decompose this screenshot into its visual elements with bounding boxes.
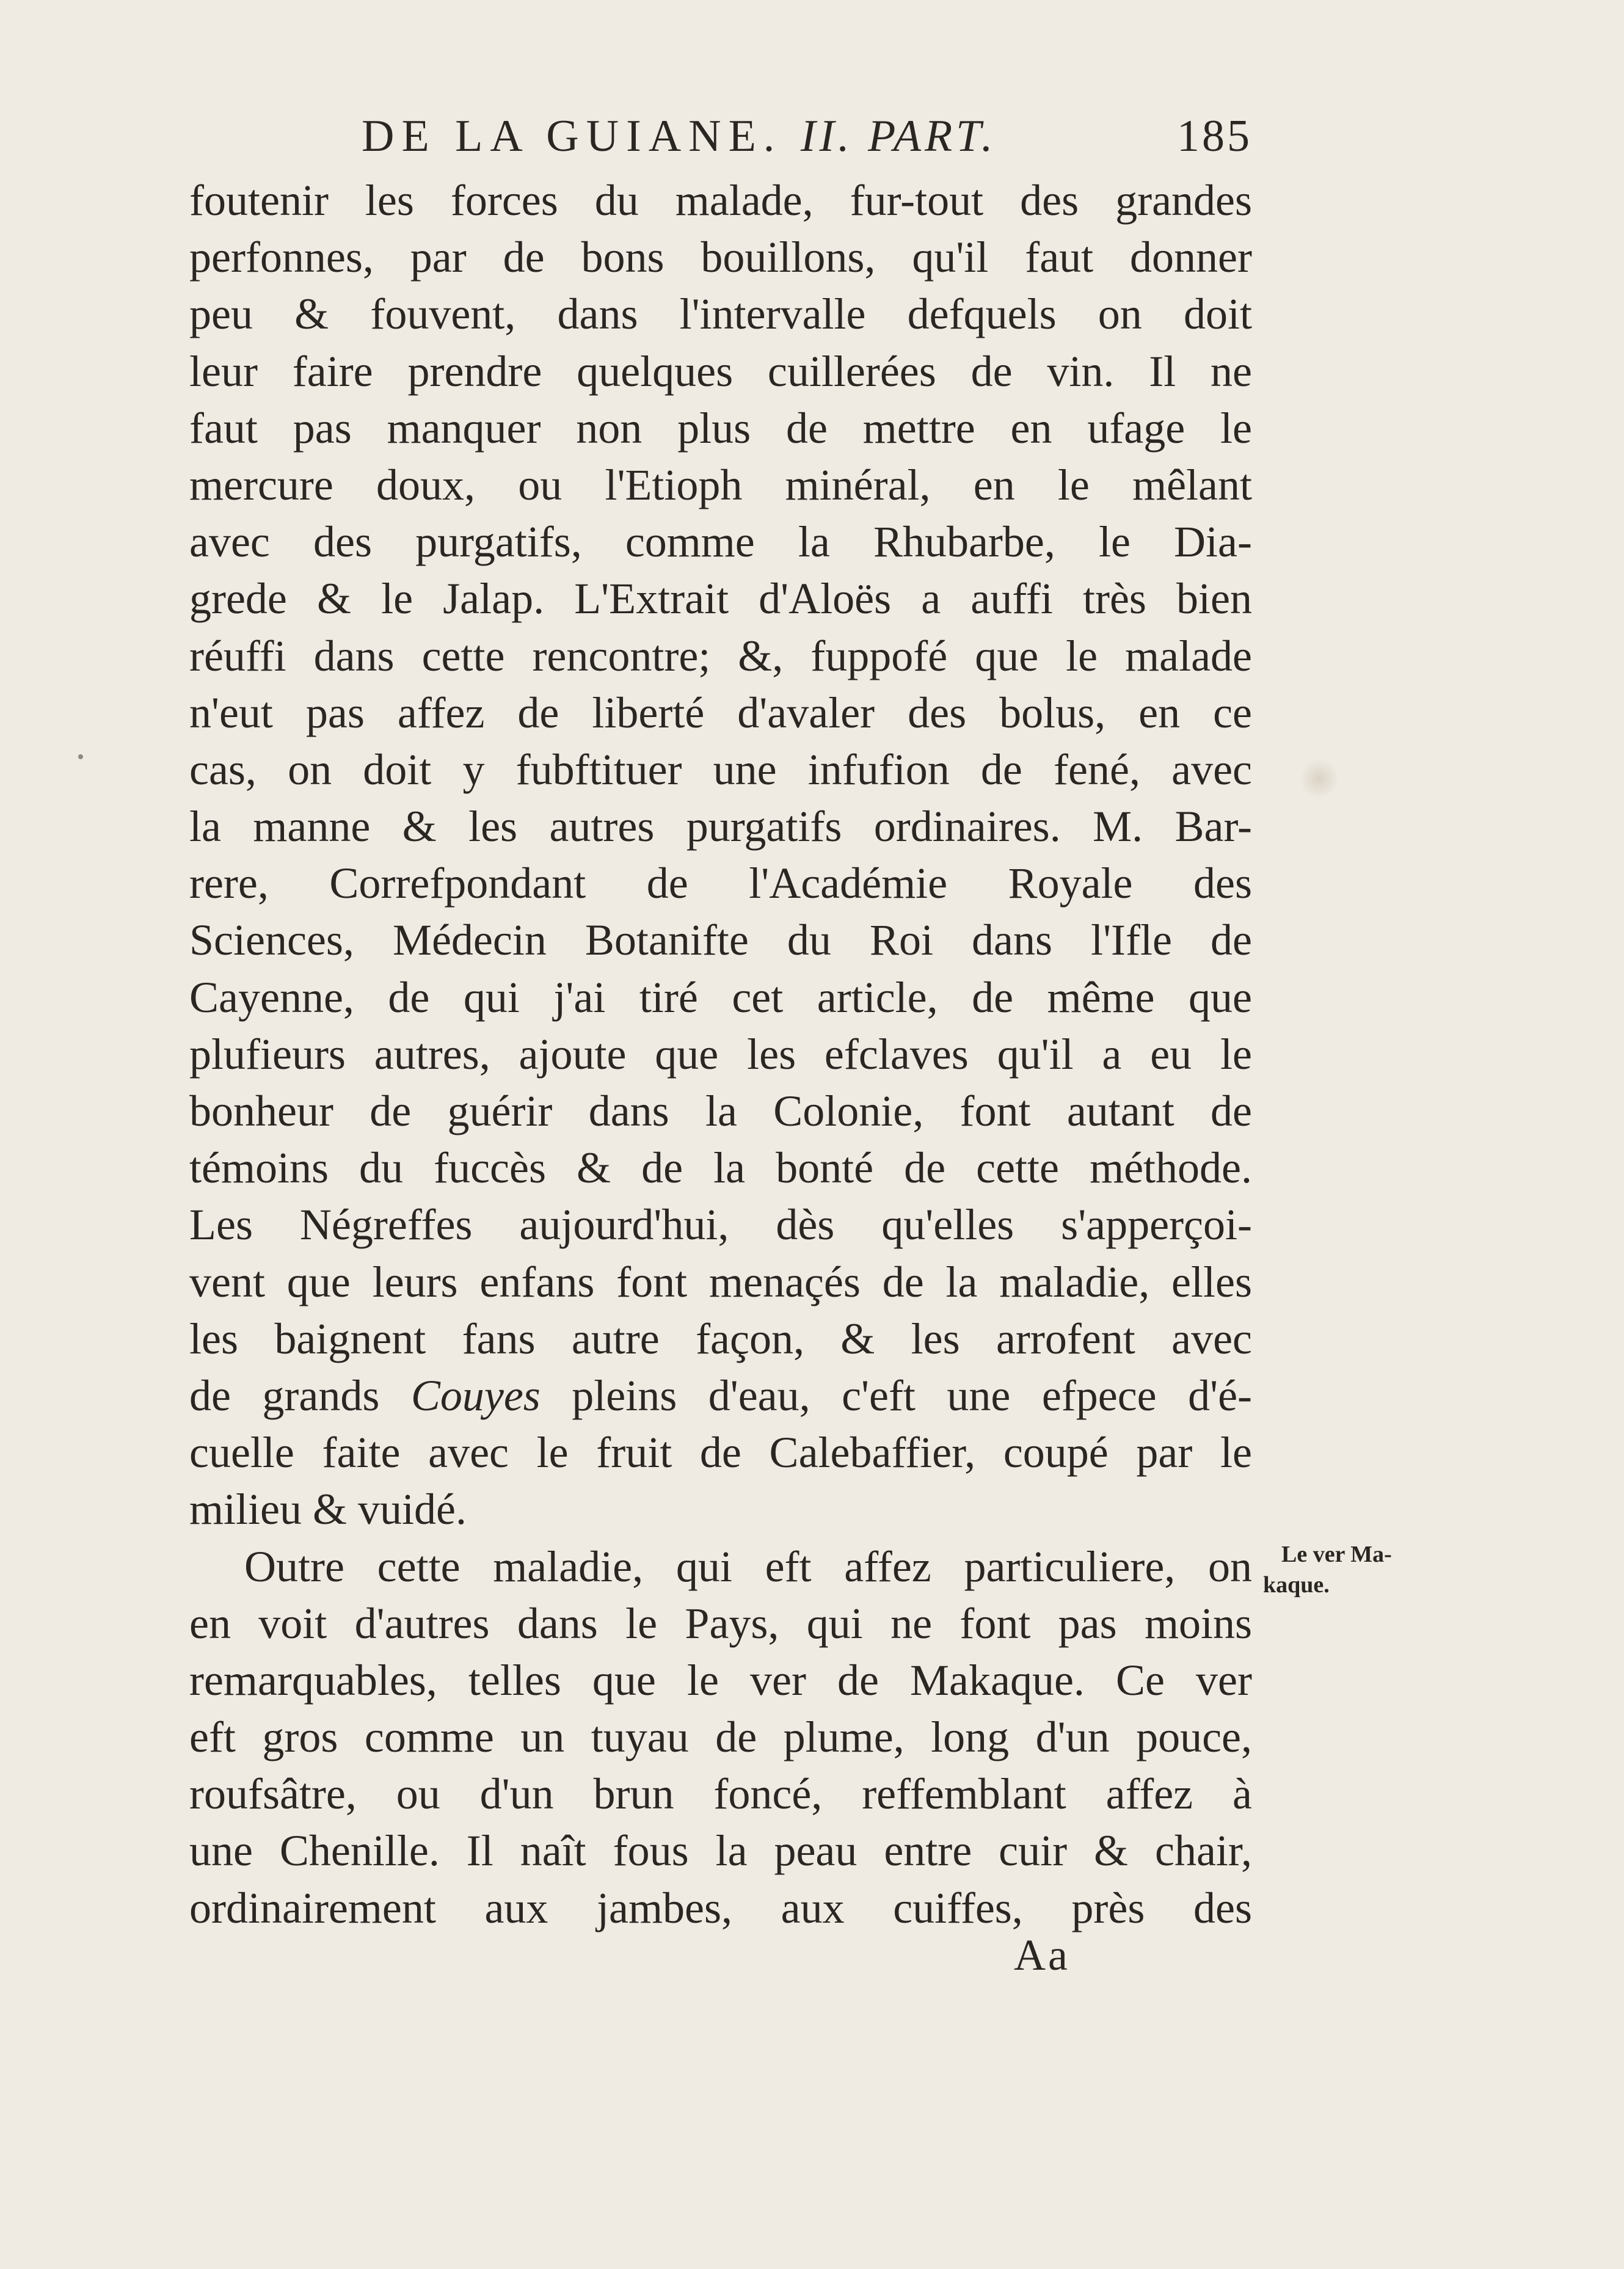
text-line: mercure doux, ou l'Etioph minéral, en le mêlant — [189, 460, 1252, 509]
text-line-couyes — [189, 1368, 1252, 1424]
text-line: remarquables, telles que le ver de Makaque. Ce ver — [189, 1655, 1252, 1705]
text-line: une Chenille. Il naît fous la peau entre cuir & chair, — [189, 1826, 1252, 1876]
text-line: vent que leurs enfans font menaçés de la maladie, elles — [189, 1257, 1252, 1306]
page-number: 185 — [1177, 111, 1252, 161]
text-line: Sciences, Médecin Botanifte du Roi dans l'Ifle de — [189, 916, 1252, 965]
text-line: cas, on doit y fubftituer une infufion de fené, avec — [189, 745, 1252, 794]
text-line: témoins du fuccès & de la bonté de cette méthode. — [189, 1143, 1252, 1193]
text-line: plufieurs autres, ajoute que les efclaves qu'il a eu le — [189, 1029, 1252, 1079]
margin-note-line: kaque. — [1263, 1572, 1330, 1598]
text-line: cuelle faite avec le fruit de Calebaffier, coupé par le — [189, 1428, 1252, 1477]
text-line: Cayenne, de qui j'ai tiré cet article, de même que — [189, 972, 1252, 1022]
text-line: n'eut pas affez de liberté d'avaler des bolus, en ce — [189, 688, 1252, 737]
margin-note — [1263, 1539, 1465, 1600]
paragraph-start-line: Outre cette maladie, qui eft affez particuliere, on — [244, 1542, 1252, 1591]
running-head-part: II. PART. — [800, 111, 997, 161]
text-line: ordinairement aux jambes, aux cuiffes, près des — [189, 1883, 1252, 1932]
text-fragment: de grands — [189, 1371, 411, 1420]
text-line: peu & fouvent, dans l'intervalle defquels on doit — [189, 290, 1252, 339]
text-line: les baignent fans autre façon, & les arrofent avec — [189, 1314, 1252, 1363]
catchword: Aa — [1014, 1931, 1070, 1979]
paper-stain — [1301, 757, 1338, 800]
italic-term-couyes: Couyes — [410, 1371, 541, 1420]
text-line: en voit d'autres dans le Pays, qui ne font pas moins — [189, 1598, 1252, 1648]
text-line: foutenir les forces du malade, fur-tout des grandes — [189, 176, 1252, 225]
margin-note-line: Le ver Ma- — [1281, 1542, 1392, 1567]
running-head-title-roman: DE LA GUIANE. — [362, 111, 801, 161]
paper-speck — [78, 754, 83, 759]
text-line: milieu & vuidé. — [189, 1485, 467, 1534]
text-line: eft gros comme un tuyau de plume, long d'un pouce, — [189, 1713, 1252, 1762]
text-line: bonheur de guérir dans la Colonie, font autant de — [189, 1087, 1252, 1135]
text-line: rere, Correfpondant de l'Académie Royale des — [189, 859, 1252, 908]
running-head — [189, 103, 1252, 170]
text-line: la manne & les autres purgatifs ordinaires. M. Bar- — [189, 802, 1252, 851]
body-text — [189, 172, 1252, 1937]
text-line: grede & le Jalap. L'Extrait d'Aloës a auffi très bien — [189, 574, 1252, 624]
text-line: roufsâtre, ou d'un brun foncé, reffemblant affez à — [189, 1769, 1252, 1819]
text-line: perfonnes, par de bons bouillons, qu'il faut donner — [189, 233, 1252, 282]
text-line: réuffi dans cette rencontre; &, fuppofé que le malade — [189, 631, 1252, 680]
text-line: Les Négreffes aujourd'hui, dès qu'elles s'apperçoi- — [189, 1200, 1252, 1250]
text-line: leur faire prendre quelques cuillerées de vin. Il ne — [189, 346, 1252, 396]
text-line: faut pas manquer non plus de mettre en ufage le — [189, 403, 1252, 453]
running-head-title — [362, 103, 996, 170]
text-fragment: pleins d'eau, c'eft une efpece d'é- — [540, 1371, 1252, 1420]
text-line: avec des purgatifs, comme la Rhubarbe, le Dia- — [189, 517, 1252, 567]
